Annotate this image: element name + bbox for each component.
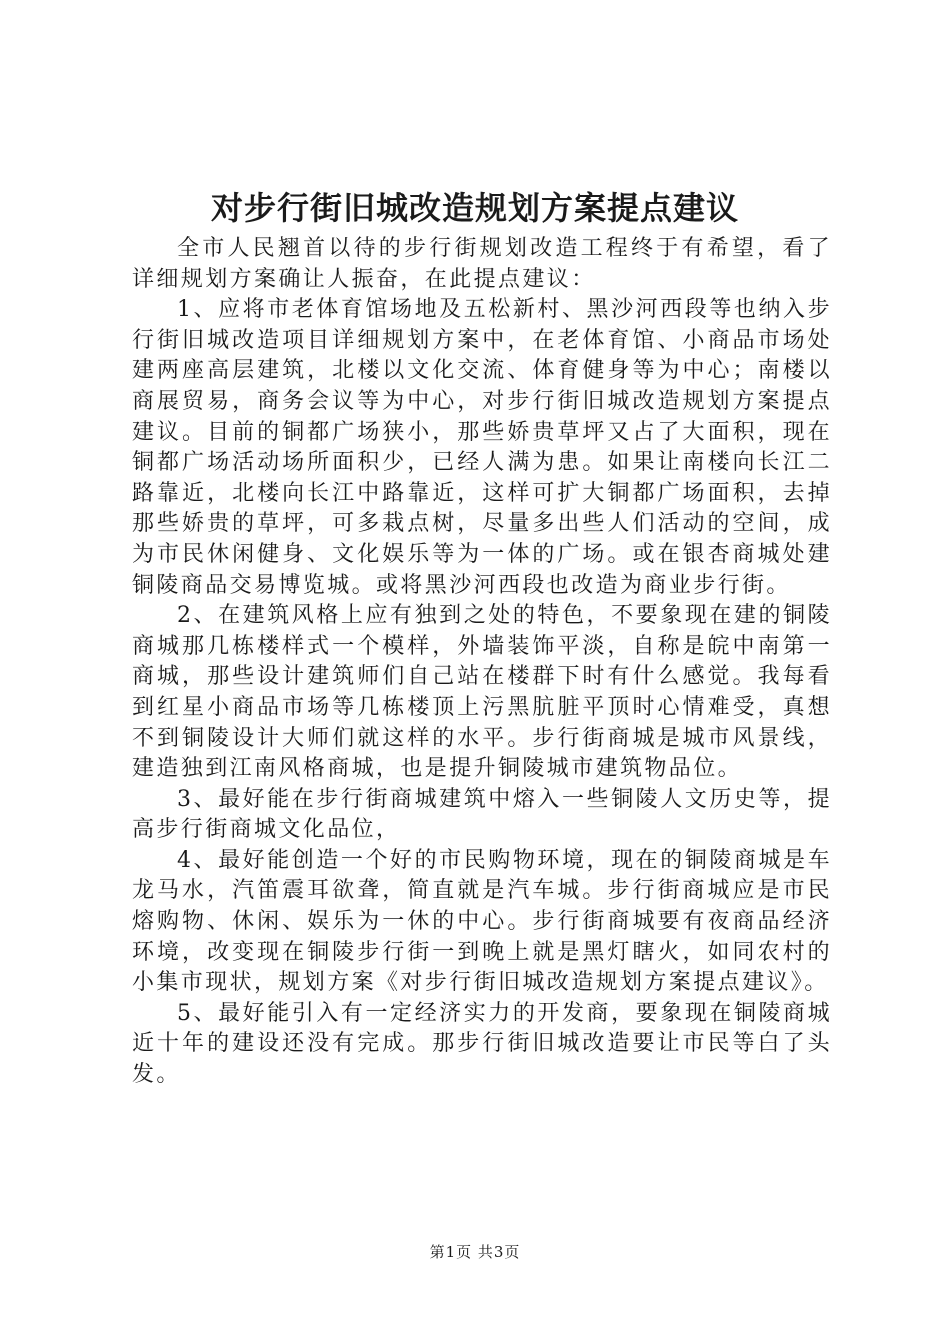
paragraph-2: 2、在建筑风格上应有独到之处的特色，不要象现在建的铜陵商城那几栋楼样式一个模样，外墙装饰平淡，自称是皖中南第一商城，那些设计建筑师们自己站在楼群下时有什么感觉。我每看到红星小商品市场等几栋楼顶上污黑肮脏平顶时心情难受，真想不到铜陵设计大师们就这样的水平。步行街商城是城市风景线，建造独到江南风格商城，也是提升铜陵城市建筑物品位。 — [132, 603, 832, 782]
document-body — [132, 234, 832, 1091]
document-title: 对步行街旧城改造规划方案提点建议 — [210, 189, 739, 227]
paragraph-3: 3、最好能在步行街商城建筑中熔入一些铜陵人文历史等，提高步行街商城文化品位， — [132, 786, 832, 843]
paragraph-4: 4、最好能创造一个好的市民购物环境，现在的铜陵商城是车龙马水，汽笛震耳欲聋，简直就是汽车城。步行街商城应是市民熔购物、休闲、娱乐为一休的中心。步行街商城要有夜商品经济环境，改变现在铜陵步行街一到晚上就是黑灯瞎火，如同农村的小集市现状，规划方案《对步行街旧城改造规划方案提点建议》。 — [132, 847, 832, 996]
paragraph-5: 5、最好能引入有一定经济实力的开发商，要象现在铜陵商城近十年的建设还没有完成。那步行街旧城改造要让市民等白了头发。 — [132, 1000, 832, 1088]
page-number-footer: 第1页 共3页 — [429, 1243, 521, 1261]
paragraph-1: 1、应将市老体育馆场地及五松新村、黑沙河西段等也纳入步行街旧城改造项目详细规划方案中，在老体育馆、小商品市场处建两座高层建筑，北楼以文化交流、体育健身等为中心；南楼以商展贸易，商务会议等为中心，对步行街旧城改造规划方案提点建议。目前的铜都广场狭小，那些娇贵草坪又占了大面积，现在铜都广场活动场所面积少，已经人满为患。如果让南楼向长江二路靠近，北楼向长江中路靠近，这样可扩大铜都广场面积，去掉那些娇贵的草坪，可多栽点树，尽量多出些人们活动的空间，成为市民休闲健身、文化娱乐等为一体的广场。或在银杏商城处建铜陵商品交易博览城。或将黑沙河西段也改造为商业步行街。 — [132, 297, 832, 598]
paragraph-intro: 全市人民翘首以待的步行街规划改造工程终于有希望，看了详细规划方案确让人振奋，在此提点建议： — [132, 236, 832, 292]
